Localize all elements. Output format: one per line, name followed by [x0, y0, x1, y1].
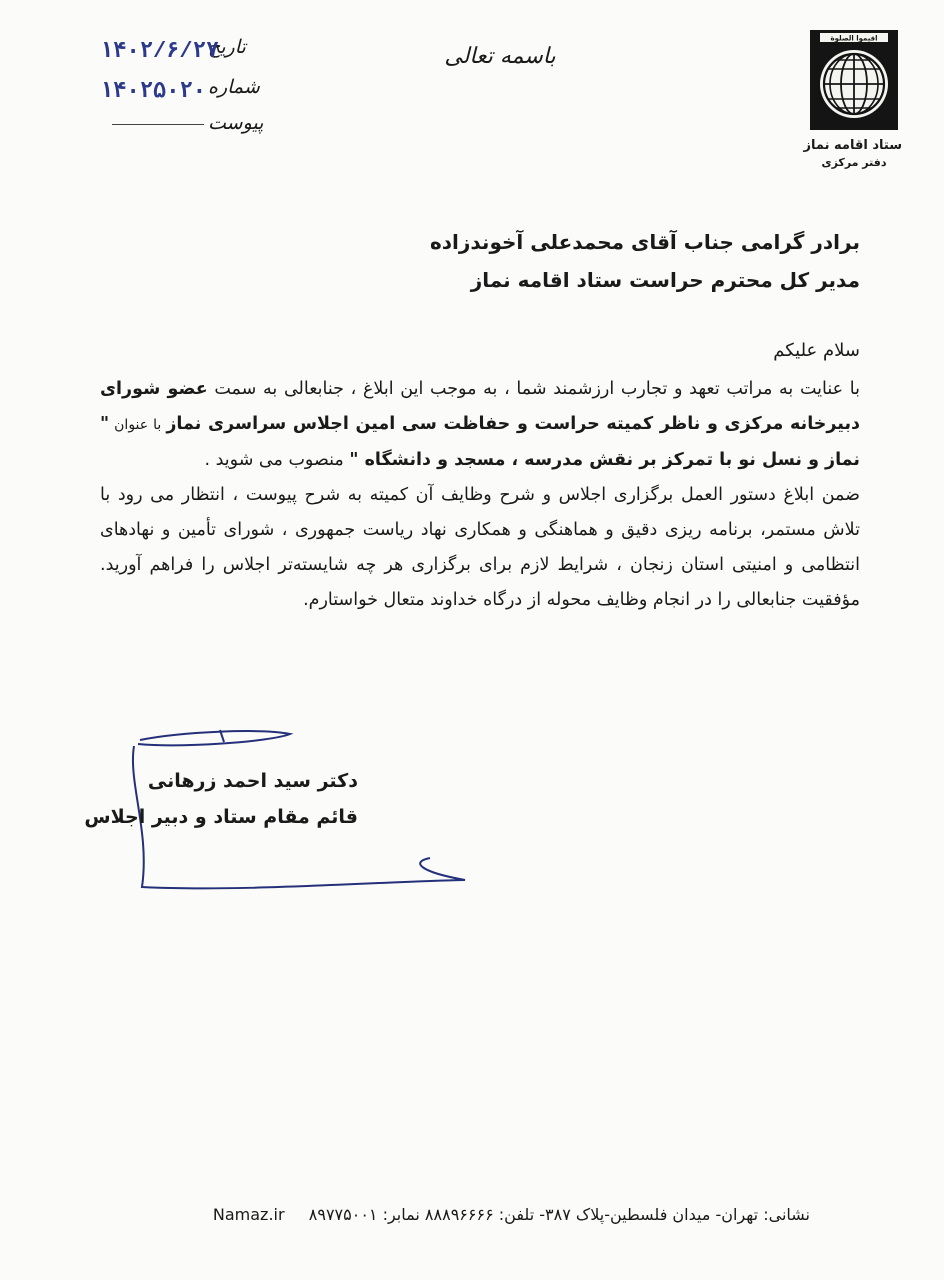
greeting: سلام علیکم — [773, 340, 860, 361]
paragraph-appointment — [100, 372, 860, 478]
number-label: شماره — [208, 76, 260, 98]
conference-title: " نماز و نسل نو با تمرکز بر نقش مدرسه ، مسجد و دانشگاه " — [100, 414, 860, 470]
signatory-title: قائم مقام ستاد و دبیر اجلاس — [84, 806, 358, 828]
appointment-text-3: منصوب می شوید . — [204, 450, 350, 470]
paragraph-instructions: ضمن ابلاغ دستور العمل برگزاری اجلاس و شرح وظایف آن کمیته به شرح پیوست ، انتظار می رود با تلاش مستمر، برنامه ریزی دقیق و هماهنگی و همکاری نهاد ریاست جمهوری ، شورای تأمین و نهادهای انتظامی و امنیتی استان زنجان ، شرایط لازم برای برگزاری هر چه شایسته‌تر اجلاس را فراهم آورید. مؤفقیت جنابعالی را در انجام وظایف محوله از درگاه خداوند متعال خواستارم. — [100, 485, 860, 610]
organization-logo — [803, 24, 902, 174]
recipient-title: مدیر کل محترم حراست ستاد اقامه نماز — [470, 268, 860, 292]
recipient-name: برادر گرامی جناب آقای محمدعلی آخوندزاده — [429, 230, 860, 254]
logo-title: ستاد اقامه نماز — [803, 138, 902, 153]
footer-address — [150, 1205, 810, 1224]
attachment-label: پیوست — [208, 112, 264, 134]
attachment-line — [112, 124, 204, 125]
appointment-position: عضو شورای دبیرخانه مرکزی و ناظر کمیته حراست و حفاظت سی امین اجلاس سراسری نماز — [100, 379, 860, 434]
footer-contact: نشانی: تهران- میدان فلسطین-پلاک ۳۸۷- تلفن: ۸۸۸۹۶۶۶۶ نمابر: ۸۹۷۷۵۰۰۱ — [308, 1205, 810, 1224]
appointment-text-2: با عنوان — [109, 417, 167, 433]
globe-emblem-icon — [806, 24, 902, 140]
footer-website[interactable]: Namaz.ir — [212, 1205, 285, 1224]
appointment-text-1: با عنایت به مراتب تعهد و تجارب ارزشمند شما ، به موجب این ابلاغ ، جنابعالی به سمت — [207, 379, 860, 399]
invocation-heading: باسمه تعالی — [444, 44, 556, 69]
number-value: ۱۴۰۲۵۰۲۰ — [100, 79, 206, 104]
logo-banner-text: اقیموا الصلوة — [830, 34, 878, 43]
date-label: تاریخ — [208, 36, 246, 58]
date-value: ۱۴۰۲/۶/۲۷ — [100, 39, 220, 64]
letter-body — [100, 372, 860, 618]
signatory-name: دکتر سید احمد زرهانی — [147, 770, 358, 792]
logo-subtitle: دفتر مرکزی — [821, 156, 887, 169]
